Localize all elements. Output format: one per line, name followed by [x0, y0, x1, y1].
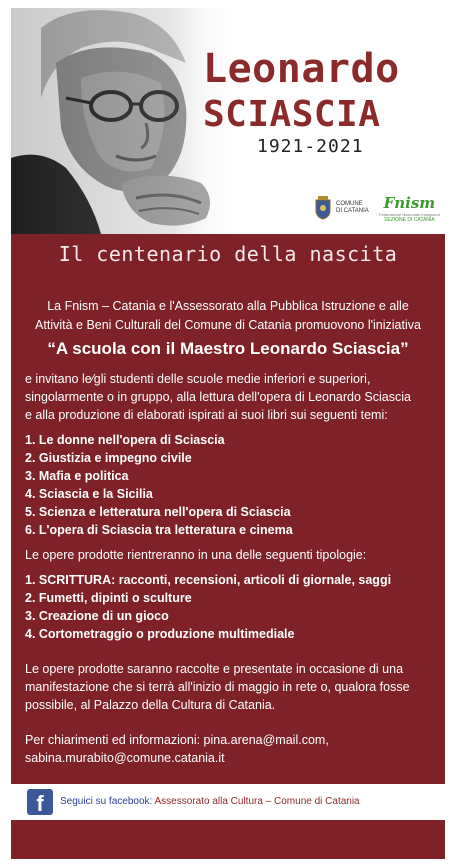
- poster: [11, 8, 445, 859]
- fnism-tagline: Federazione Nazionale Insegnanti: [379, 212, 440, 217]
- presentation-line: manifestazione che si terrà all'inizio di maggio in rete o, qualora fosse: [25, 680, 410, 694]
- invite-line: e alla produzione di elaborati ispirati ai suoi libri sui seguenti temi:: [25, 408, 388, 422]
- invite-text: [25, 370, 435, 424]
- intro-line: La Fnism – Catania e l'Assessorato alla Pubblica Istruzione e alle: [47, 299, 409, 313]
- intro-line: Attività e Beni Culturali del Comune di Catania promuovono l'iniziativa: [35, 318, 421, 332]
- comune-logo-line1: COMUNE: [336, 201, 363, 207]
- typology-item: 3. Creazione di un gioco: [25, 609, 169, 623]
- theme-item: 1. Le donne nell'opera di Sciascia: [25, 433, 225, 447]
- subtitle: Il centenario della nascita: [58, 242, 398, 266]
- comune-di-catania-crest-icon: [314, 196, 332, 220]
- facebook-footer: [11, 784, 445, 820]
- comune-logo-line2: DI CATANIA: [336, 208, 369, 214]
- initiative-headline: “A scuola con il Maestro Leonardo Sciascia”: [47, 339, 409, 358]
- theme-item: 5. Scienza e letteratura nell'opera di Sciascia: [25, 505, 291, 519]
- typologies-intro: Le opere prodotte rientreranno in una delle seguenti tipologie:: [25, 548, 367, 562]
- presentation-line: possibile, al Palazzo della Cultura di Catania.: [25, 698, 276, 712]
- contact-line: Per chiarimenti ed informazioni: pina.arena@mail.com,: [25, 733, 329, 747]
- typology-item: 2. Fumetti, dipinti o sculture: [25, 591, 192, 605]
- poster-body: [11, 234, 445, 784]
- theme-item: 4. Sciascia e la Sicilia: [25, 487, 153, 501]
- contact-email: sabina.murabito@comune.catania.it: [25, 751, 225, 765]
- intro-text: [15, 297, 441, 335]
- comune-di-catania-logo: [314, 196, 369, 220]
- typologies-list: [25, 571, 391, 643]
- poster-header: [11, 8, 445, 234]
- invite-line: singolarmente o in gruppo, alla lettura dell'opera di Leonardo Sciascia: [25, 390, 411, 404]
- centenary-years: 1921-2021: [257, 136, 364, 157]
- invite-line: e invitano le⁄gli studenti delle scuole medie inferiori e superiori,: [25, 372, 371, 386]
- themes-list: [25, 431, 293, 539]
- theme-item: 6. L'opera di Sciascia tra letteratura e cinema: [25, 523, 293, 537]
- title-first-name: Leonardo: [203, 46, 400, 92]
- theme-item: 2. Giustizia e impegno civile: [25, 451, 192, 465]
- typology-item: 1. SCRITTURA: racconti, recensioni, articoli di giornale, saggi: [25, 573, 392, 587]
- contacts-text: [25, 731, 435, 767]
- facebook-icon[interactable]: f: [27, 789, 53, 815]
- fnism-name: Fnism: [383, 194, 436, 212]
- facebook-page-name[interactable]: Assessorato alla Cultura – Comune di Catania: [154, 796, 360, 807]
- theme-item: 3. Mafia e politica: [25, 469, 129, 483]
- presentation-text: [25, 660, 435, 714]
- fnism-section: SEZIONE DI CATANIA: [384, 217, 435, 223]
- facebook-link[interactable]: [60, 796, 360, 807]
- fnism-logo: [379, 194, 440, 223]
- facebook-follow-label: Seguici su facebook:: [60, 796, 153, 807]
- typology-item: 4. Cortometraggio o produzione multimediale: [25, 627, 295, 641]
- presentation-line: Le opere prodotte saranno raccolte e presentate in occasione di una: [25, 662, 404, 676]
- title-surname: SCIASCIA: [203, 94, 381, 135]
- bottom-band: [11, 820, 445, 859]
